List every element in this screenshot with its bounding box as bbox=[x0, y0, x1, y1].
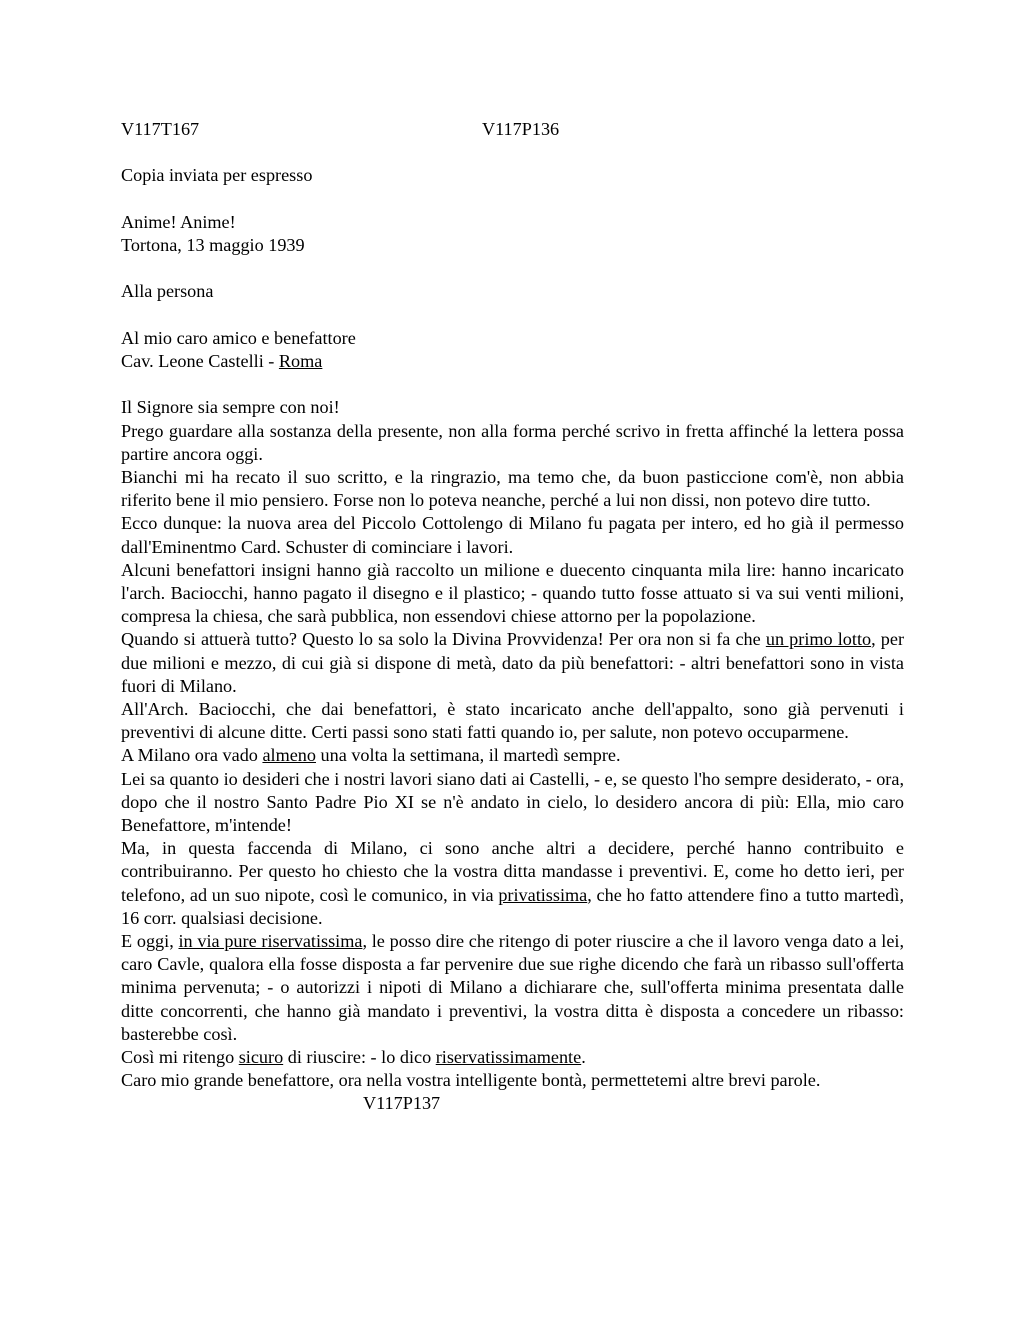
reference-header bbox=[121, 118, 904, 141]
letter-paragraph bbox=[121, 559, 904, 629]
paragraph-text: E oggi, bbox=[121, 931, 179, 952]
underlined-emphasis: un primo lotto bbox=[765, 629, 872, 650]
underlined-emphasis: riservatissimamente bbox=[435, 1047, 582, 1068]
paragraph-text: Caro mio grande benefattore, ora nella vostra intelligente bontà, permettetemi altre brevi parole. bbox=[121, 1070, 821, 1091]
underlined-emphasis: privatissima bbox=[498, 884, 588, 905]
paragraph-text: , che ho fatto attendere fino a tutto martedì, 16 corr. qualsiasi decisione. bbox=[121, 884, 904, 928]
recipient-line-1: Al mio caro amico e benefattore bbox=[121, 327, 356, 348]
underlined-emphasis: sicuro bbox=[238, 1047, 284, 1068]
reference-code-left: V117T167 bbox=[121, 119, 200, 139]
confidential-note: Alla persona bbox=[121, 281, 214, 302]
letter-paragraph bbox=[121, 930, 904, 1046]
recipient-city: Roma bbox=[278, 350, 323, 371]
letter-paragraph bbox=[121, 744, 904, 767]
letter-paragraph bbox=[121, 698, 904, 744]
paragraph-text: . bbox=[581, 1047, 586, 1068]
paragraph-text: una volta la settimana, il martedì sempre. bbox=[315, 745, 621, 766]
letter-paragraph bbox=[121, 396, 904, 419]
reference-code-right: V117P136 bbox=[482, 119, 560, 139]
letter-paragraph bbox=[121, 1046, 904, 1069]
underlined-emphasis: in via pure riservatissima bbox=[178, 931, 363, 952]
page-reference-footer: V117P137 bbox=[363, 1093, 441, 1114]
letter-paragraph bbox=[121, 1069, 904, 1092]
letter-paragraph bbox=[121, 512, 904, 558]
letter-paragraph bbox=[121, 466, 904, 512]
paragraph-text: Prego guardare alla sostanza della presente, non alla forma perché scrivo in fretta affinché la lettera possa partire ancora oggi. bbox=[121, 420, 904, 464]
paragraph-text: Così mi ritengo bbox=[121, 1047, 239, 1068]
letter-paragraph bbox=[121, 768, 904, 838]
letter-page bbox=[121, 118, 904, 1116]
delivery-note: Copia inviata per espresso bbox=[121, 165, 313, 186]
paragraph-text: Alcuni benefattori insigni hanno già raccolto un milione e duecento cinquanta mila lire: hanno incaricato l'arch. Baciocchi, hanno pagato il disegno e il plastico; - quando tutto fosse attuato si va sui venti milioni, compresa la chiesa, che sarà pubblica, non essendovi chiese attorno per la popolazione. bbox=[121, 559, 904, 627]
letter-paragraph bbox=[121, 628, 904, 698]
paragraph-text: di riuscire: - lo dico bbox=[283, 1047, 436, 1068]
recipient-name: Cav. Leone Castelli - bbox=[121, 350, 279, 371]
place-date: Tortona, 13 maggio 1939 bbox=[121, 234, 305, 255]
letter-body bbox=[121, 396, 904, 1092]
paragraph-text: , per due milioni e mezzo, di cui già si dispone di metà, dato da più benefattori: - altri benefattori sono in vista fuori di Milano. bbox=[121, 629, 904, 696]
paragraph-text: A Milano ora vado bbox=[121, 745, 263, 766]
recipient-line-2 bbox=[121, 350, 904, 373]
motto: Anime! Anime! bbox=[121, 211, 236, 232]
paragraph-text: Bianchi mi ha recato il suo scritto, e la ringrazio, ma temo che, da buon pasticcione com'è, non abbia riferito bene il mio pensiero. Forse non lo poteva neanche, perché a lui non dissi, non potevo dire tutto. bbox=[121, 466, 904, 511]
paragraph-text: Lei sa quanto io desideri che i nostri lavori siano dati ai Castelli, - e, se questo l'ho sempre desiderato, - ora, dopo che il nostro Santo Padre Pio XI se n'è andato in cielo, lo desidero ancora di più: Ella, mio caro Benefattore, m'intende! bbox=[121, 768, 904, 835]
underlined-emphasis: almeno bbox=[262, 745, 316, 766]
paragraph-text: All'Arch. Baciocchi, che dai benefattori, è stato incaricato anche dell'appalto, sono già pervenuti i preventivi di alcune ditte. Certi passi sono stati fatti quando io, per salute, non potevo occuparmene. bbox=[121, 698, 904, 743]
paragraph-text: Il Signore sia sempre con noi! bbox=[121, 397, 340, 418]
paragraph-text: , le posso dire che ritengo di poter riuscire a che il lavoro venga dato a lei, caro Cavle, qualora ella fosse disposta a far pervenire due sue righe dicendo che farà un ribasso sull'offerta minima pervenuta; - o autorizzi i nipoti di Milano a dichiarare che, sull'offerta minima presentata dalle ditte concorrenti, che hanno già mandato i preventivi, la vostra ditta è disposta a concedere un ribasso: basterebbe così. bbox=[121, 931, 904, 1044]
paragraph-text: Ma, in questa faccenda di Milano, ci sono anche altri a decidere, perché hanno contribuito e contribuiranno. Per questo ho chiesto che la vostra ditta mandasse i preventivi. E, come ho detto ieri, per telefono, ad un suo nipote, così le comunico, in via bbox=[121, 838, 904, 905]
paragraph-text: Quando si attuerà tutto? Questo lo sa solo la Divina Provvidenza! Per ora non si fa che bbox=[121, 629, 766, 650]
letter-paragraph bbox=[121, 837, 904, 930]
paragraph-text: Ecco dunque: la nuova area del Piccolo Cottolengo di Milano fu pagata per intero, ed ho già il permesso dall'Eminentmo Card. Schuster di cominciare i lavori. bbox=[121, 513, 904, 557]
letter-paragraph bbox=[121, 420, 904, 466]
